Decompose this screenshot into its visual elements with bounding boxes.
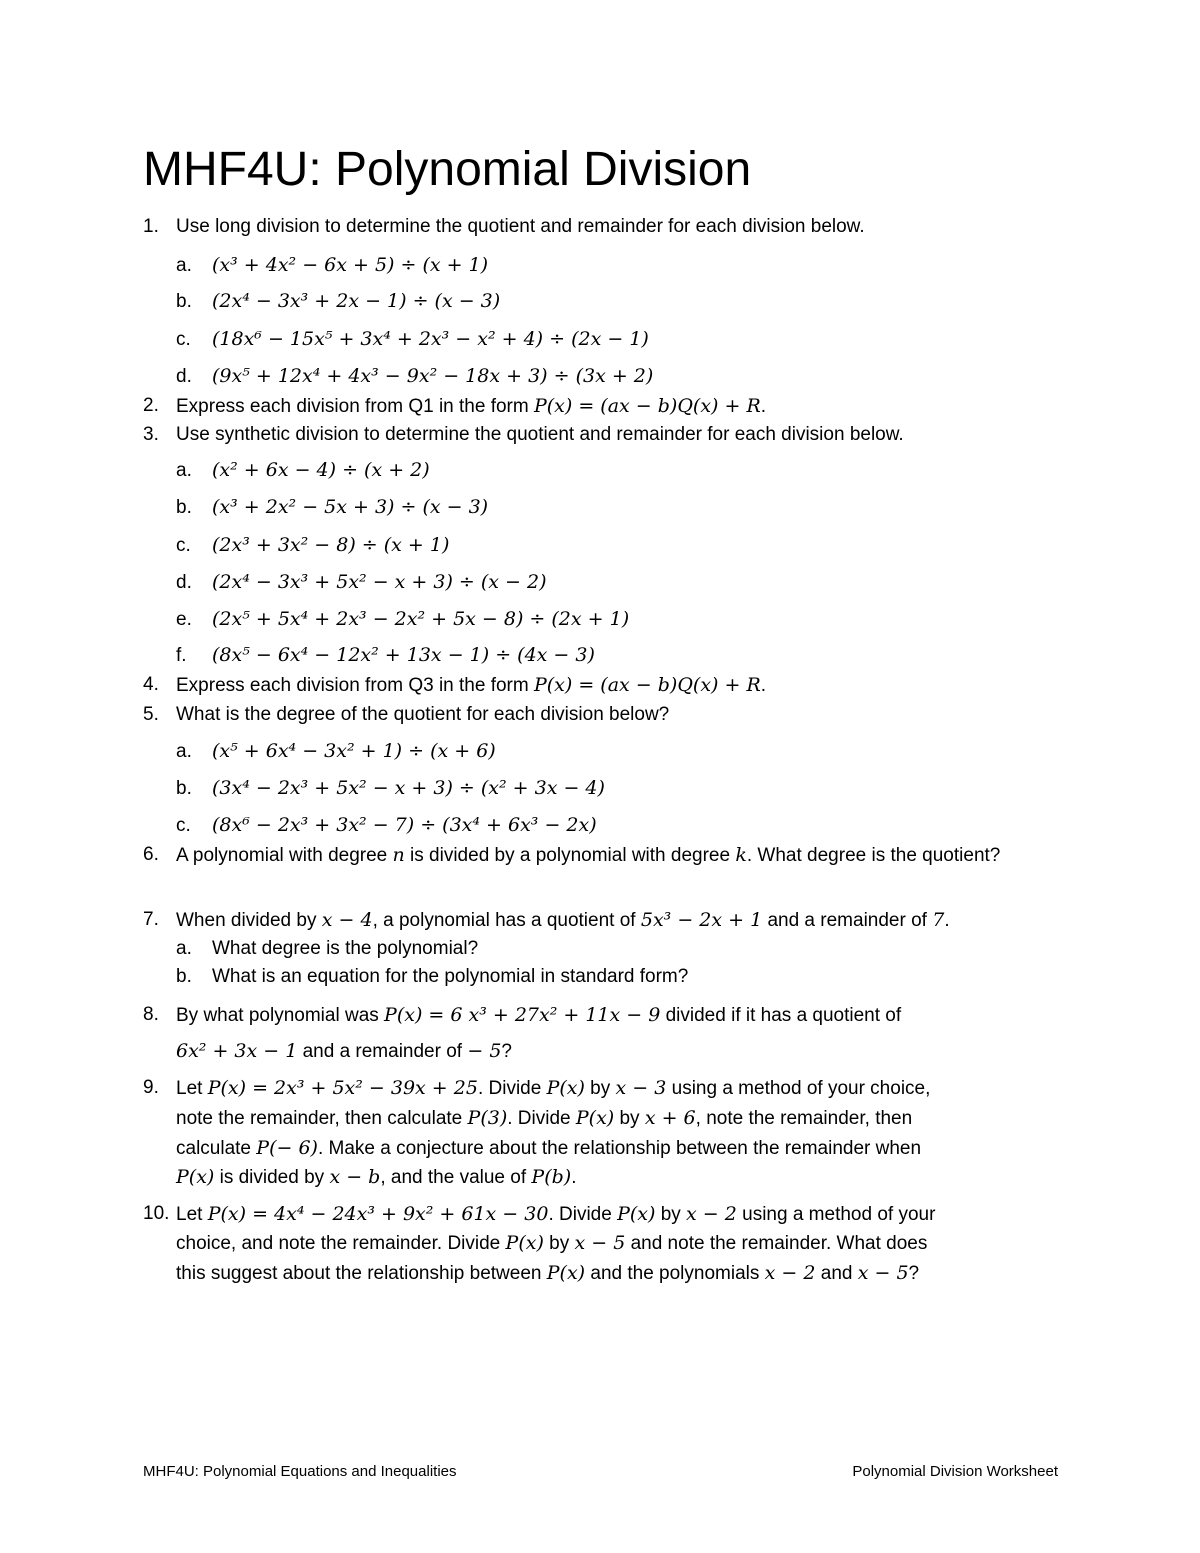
sub-item: d. (9x⁵ + 12x⁴ + 4x³ − 9x² − 18x + 3) ÷ (3x + 2) — [176, 365, 654, 387]
math-expression: (2x⁴ − 3x³ + 5x² − x + 3) ÷ (x − 2) — [212, 571, 547, 593]
question-10-line-2: choice, and note the remainder. Divide P(x) by x − 5 and note the remainder. What does — [176, 1232, 928, 1254]
question-number: 5. — [143, 704, 159, 725]
sub-item: b. (2x⁴ − 3x³ + 2x − 1) ÷ (x − 3) — [176, 290, 501, 312]
math-expression: (2x⁵ + 5x⁴ + 2x³ − 2x² + 5x − 8) ÷ (2x + 1) — [212, 608, 630, 630]
question-6: 6. A polynomial with degree n is divided by a polynomial with degree k. What degree is the quotient? — [143, 840, 1063, 871]
math-expression: (9x⁵ + 12x⁴ + 4x³ − 9x² − 18x + 3) ÷ (3x + 2) — [212, 365, 654, 387]
question-number: 2. — [143, 395, 159, 416]
math-expression: P(x) = (ax − b)Q(x) + R — [533, 395, 761, 417]
page-title: MHF4U: Polynomial Division — [143, 143, 752, 196]
sub-item: a. (x² + 6x − 4) ÷ (x + 2) — [176, 459, 430, 481]
math-expression: (18x⁶ − 15x⁵ + 3x⁴ + 2x³ − x² + 4) ÷ (2x − 1) — [212, 328, 649, 350]
sub-item: a. (x³ + 4x² − 6x + 5) ÷ (x + 1) — [176, 254, 489, 276]
math-expression: (x³ + 4x² − 6x + 5) ÷ (x + 1) — [212, 254, 489, 276]
footer-course-title: MHF4U: Polynomial Equations and Inequalities — [143, 1463, 457, 1480]
math-expression: (3x⁴ − 2x³ + 5x² − x + 3) ÷ (x² + 3x − 4) — [212, 777, 605, 799]
question-text: What is the degree of the quotient for each division below? — [176, 704, 670, 725]
sub-item: b. (3x⁴ − 2x³ + 5x² − x + 3) ÷ (x² + 3x − 4) — [176, 777, 605, 799]
question-text: Use synthetic division to determine the quotient and remainder for each division below. — [176, 424, 904, 445]
math-expression: (2x⁴ − 3x³ + 2x − 1) ÷ (x − 3) — [212, 290, 501, 312]
question-number: 7. — [143, 909, 159, 930]
question-1 — [143, 212, 1063, 242]
math-expression: (2x³ + 3x² − 8) ÷ (x + 1) — [212, 534, 450, 556]
sub-item: a. What degree is the polynomial? — [176, 938, 479, 959]
math-expression: (8x⁵ − 6x⁴ − 12x² + 13x − 1) ÷ (4x − 3) — [212, 644, 595, 666]
sub-item: c. (2x³ + 3x² − 8) ÷ (x + 1) — [176, 534, 450, 556]
sub-item: a. (x⁵ + 6x⁴ − 3x² + 1) ÷ (x + 6) — [176, 740, 496, 762]
question-number: 10. — [143, 1203, 170, 1224]
footer-worksheet-title: Polynomial Division Worksheet — [852, 1463, 1058, 1480]
question-7: 7. When divided by x − 4, a polynomial has a quotient of 5x³ − 2x + 1 and a remainder of 7. — [143, 905, 1063, 936]
question-number: 9. — [143, 1077, 159, 1098]
sub-item: c. (8x⁶ − 2x³ + 3x² − 7) ÷ (3x⁴ + 6x³ − 2x) — [176, 814, 597, 836]
math-expression: P(x) = (ax − b)Q(x) + R — [533, 674, 761, 696]
question-10: 10. Let P(x) = 4x⁴ − 24x³ + 9x² + 61x − 30. Divide P(x) by x − 2 using a method of your — [143, 1199, 1063, 1230]
question-9-line-3: calculate P(− 6). Make a conjecture about the relationship between the remainder when — [176, 1137, 922, 1159]
question-number: 6. — [143, 844, 159, 865]
question-number: 8. — [143, 1004, 159, 1025]
question-9-line-4: P(x) is divided by x − b, and the value of P(b). — [176, 1166, 577, 1188]
question-number: 3. — [143, 424, 159, 445]
math-expression: (x⁵ + 6x⁴ − 3x² + 1) ÷ (x + 6) — [212, 740, 496, 762]
math-expression: (x² + 6x − 4) ÷ (x + 2) — [212, 459, 430, 481]
question-9: 9. Let P(x) = 2x³ + 5x² − 39x + 25. Divide P(x) by x − 3 using a method of your choice, — [143, 1073, 1063, 1104]
question-text: Use long division to determine the quotient and remainder for each division below. — [176, 216, 865, 237]
sub-item: d. (2x⁴ − 3x³ + 5x² − x + 3) ÷ (x − 2) — [176, 571, 547, 593]
math-expression: (8x⁶ − 2x³ + 3x² − 7) ÷ (3x⁴ + 6x³ − 2x) — [212, 814, 597, 836]
question-number: 1. — [143, 216, 159, 237]
question-4: 4. Express each division from Q3 in the form P(x) = (ax − b)Q(x) + R. — [143, 670, 1063, 701]
question-5 — [143, 700, 1063, 730]
question-8-cont: 6x² + 3x − 1 and a remainder of − 5? — [176, 1040, 512, 1062]
sub-item: b. What is an equation for the polynomial in standard form? — [176, 966, 689, 987]
question-10-line-3: this suggest about the relationship between P(x) and the polynomials x − 2 and x − 5? — [176, 1262, 920, 1284]
question-2: 2. Express each division from Q1 in the form P(x) = (ax − b)Q(x) + R. — [143, 391, 1063, 422]
sub-item: c. (18x⁶ − 15x⁵ + 3x⁴ + 2x³ − x² + 4) ÷ (2x − 1) — [176, 328, 649, 350]
sub-item: e. (2x⁵ + 5x⁴ + 2x³ − 2x² + 5x − 8) ÷ (2x + 1) — [176, 608, 630, 630]
question-9-line-2: note the remainder, then calculate P(3). Divide P(x) by x + 6, note the remainder, then — [176, 1107, 913, 1129]
question-8: 8. By what polynomial was P(x) = 6 x³ + 27x² + 11x − 9 divided if it has a quotient of — [143, 1000, 1063, 1031]
math-expression: (x³ + 2x² − 5x + 3) ÷ (x − 3) — [212, 496, 489, 518]
question-number: 4. — [143, 674, 159, 695]
question-3 — [143, 420, 1063, 450]
sub-item: b. (x³ + 2x² − 5x + 3) ÷ (x − 3) — [176, 496, 489, 518]
sub-item: f. (8x⁵ − 6x⁴ − 12x² + 13x − 1) ÷ (4x − 3) — [176, 644, 595, 666]
